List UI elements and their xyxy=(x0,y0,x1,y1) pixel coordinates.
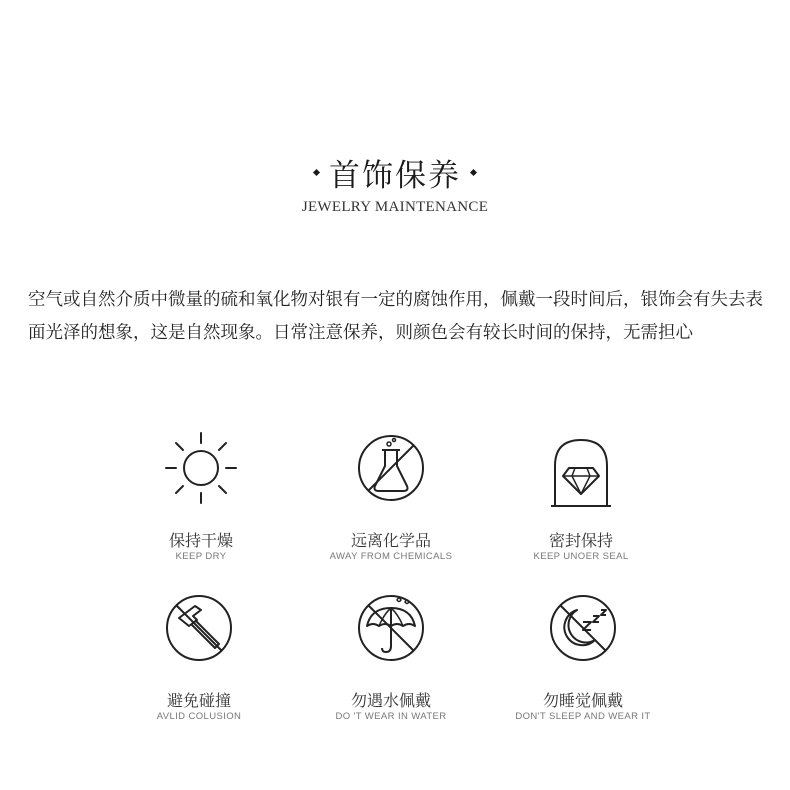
title-dot-right xyxy=(470,169,477,176)
no-chemicals-icon xyxy=(351,428,431,508)
tip-label-en: KEEP DRY xyxy=(175,551,227,562)
tip-label-cn: 勿睡觉佩戴 xyxy=(542,691,623,710)
tip-label-cn: 密封保持 xyxy=(548,531,613,550)
tip-label-en: DON'T SLEEP AND WEAR IT xyxy=(515,711,651,722)
title-dot-left xyxy=(313,169,320,176)
tip-label-cn: 避免碰撞 xyxy=(166,691,231,710)
sun-icon xyxy=(161,428,241,508)
no-sleep-icon xyxy=(543,588,623,668)
tip-label-en: AWAY FROM CHEMICALS xyxy=(329,551,453,562)
care-description: 空气或自然介质中微量的硫和氧化物对银有一定的腐蚀作用，佩戴一段时间后，银饰会有失去表面光泽的想象，这是自然现象。日常注意保养，则颜色会有较长时间的保持，无需担心 xyxy=(28,290,763,343)
diamond-bell-jar-icon xyxy=(541,428,621,508)
title-row xyxy=(0,150,790,195)
page-title: 首饰保养 xyxy=(329,158,461,194)
page-subtitle: JEWELRY MAINTENANCE xyxy=(301,199,489,215)
tip-label-en: KEEP UNOER SEAL xyxy=(533,551,629,562)
no-umbrella-icon xyxy=(351,588,431,668)
tip-label-cn: 保持干燥 xyxy=(168,531,233,550)
tip-label-cn: 勿遇水佩戴 xyxy=(350,691,431,710)
tip-no-sleep xyxy=(463,588,703,728)
no-hammer-icon xyxy=(159,588,239,668)
tip-label-cn: 远离化学品 xyxy=(350,531,431,550)
tip-label-en: AVLID COLUSION xyxy=(156,711,242,722)
tip-keep-under-seal xyxy=(461,428,701,568)
tip-label-en: DO 'T WEAR IN WATER xyxy=(335,711,447,722)
